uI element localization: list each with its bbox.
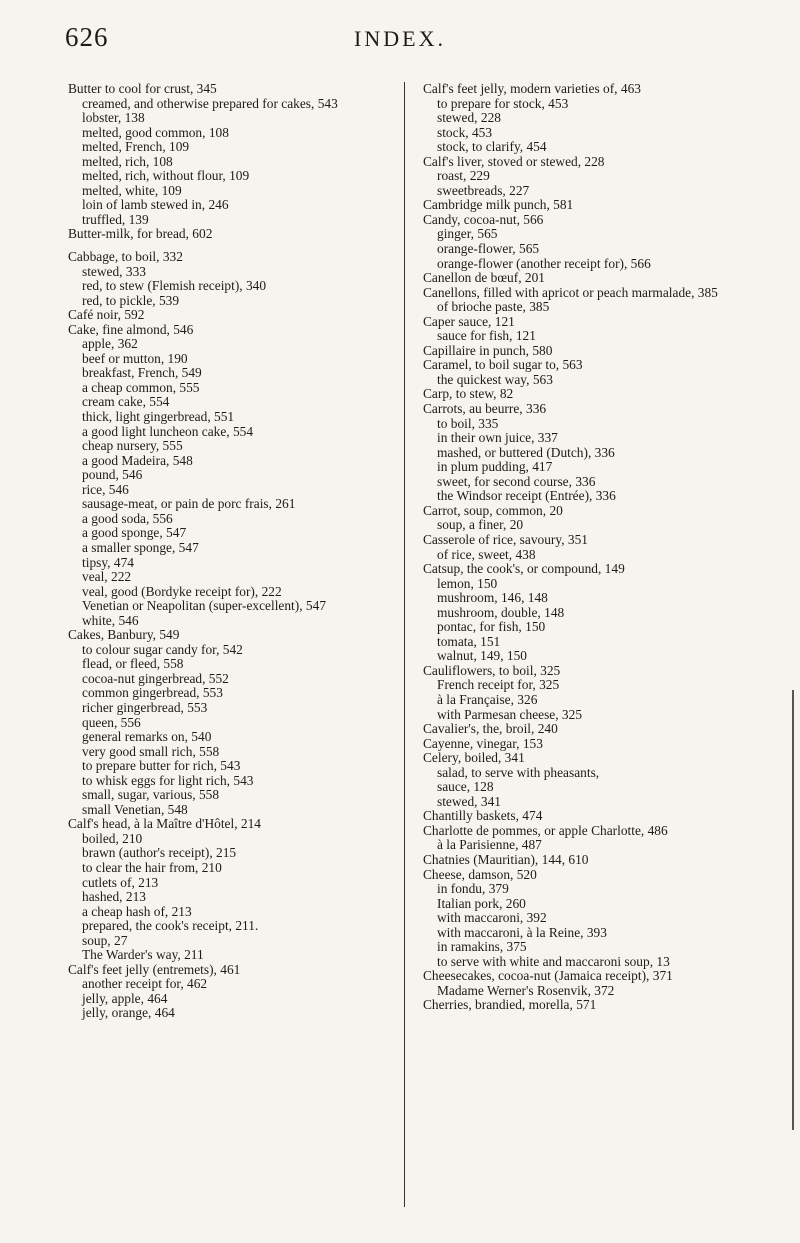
index-subentry: mushroom, 146, 148 — [437, 590, 548, 606]
index-subentry: orange-flower (another receipt for), 566 — [437, 255, 651, 271]
index-subentry: stewed, 333 — [82, 263, 146, 279]
index-subentry: to serve with white and maccaroni soup, 13 — [437, 953, 670, 969]
index-subentry: à la Parisienne, 487 — [437, 837, 542, 853]
index-subentry: in ramakins, 375 — [437, 939, 527, 955]
index-entry: Cauliflowers, to boil, 325 — [423, 662, 561, 678]
index-subentry: with maccaroni, 392 — [437, 910, 547, 926]
index-subentry: truffled, 139 — [82, 211, 149, 227]
index-subentry: queen, 556 — [82, 714, 141, 730]
index-subentry: another receipt for, 462 — [82, 976, 208, 992]
index-subentry: tomata, 151 — [437, 633, 501, 649]
index-entry: Carrots, au beurre, 336 — [423, 401, 547, 417]
index-subentry: pound, 546 — [82, 467, 143, 483]
index-subentry: flead, or fleed, 558 — [82, 656, 184, 672]
index-subentry: richer gingerbread, 553 — [82, 699, 208, 715]
index-subentry: a cheap hash of, 213 — [82, 903, 192, 919]
index-subentry: sweet, for second course, 336 — [437, 473, 596, 489]
index-subentry: a cheap common, 555 — [82, 379, 200, 395]
column-divider — [404, 82, 405, 1207]
index-subentry: loin of lamb stewed in, 246 — [82, 197, 229, 213]
index-subentry: orange-flower, 565 — [437, 241, 540, 257]
index-entry: Cambridge milk punch, 581 — [423, 197, 574, 213]
index-entry: Capillaire in punch, 580 — [423, 342, 553, 358]
index-entry: Cavalier's, the, broil, 240 — [423, 721, 558, 737]
index-subentry: beef or mutton, 190 — [82, 350, 188, 366]
index-subentry: lobster, 138 — [82, 110, 145, 126]
index-subentry: cocoa-nut gingerbread, 552 — [82, 670, 229, 686]
index-subentry: a good light luncheon cake, 554 — [82, 423, 254, 439]
index-entry: Cheesecakes, cocoa-nut (Jamaica receipt), 371 — [423, 968, 673, 984]
index-entry: Cake, fine almond, 546 — [68, 321, 194, 337]
index-entry: Café noir, 592 — [68, 307, 145, 323]
index-subentry: salad, to serve with pheasants, — [437, 764, 600, 780]
index-subentry: jelly, apple, 464 — [82, 990, 168, 1006]
index-subentry: in fondu, 379 — [437, 881, 509, 897]
index-subentry: of rice, sweet, 438 — [437, 546, 536, 562]
index-subentry: walnut, 149, 150 — [437, 648, 528, 664]
index-subentry: to boil, 335 — [437, 415, 499, 431]
index-subentry: melted, French, 109 — [82, 139, 190, 155]
index-subentry: the Windsor receipt (Entrée), 336 — [437, 488, 616, 504]
index-subentry: a good Madeira, 548 — [82, 452, 193, 468]
index-subentry: cream cake, 554 — [82, 394, 170, 410]
index-entry: Canellons, filled with apricot or peach marmalade, 385 — [423, 284, 718, 300]
index-entry: Calf's feet jelly (entremets), 461 — [68, 961, 241, 977]
index-entry: Calf's liver, stoved or stewed, 228 — [423, 153, 605, 169]
page-number: 626 — [65, 22, 109, 52]
index-subentry: veal, 222 — [82, 569, 132, 585]
index-subentry: stock, 453 — [437, 124, 493, 140]
index-entry: Celery, boiled, 341 — [423, 750, 525, 766]
index-subentry: hashed, 213 — [82, 889, 146, 905]
index-subentry: mushroom, double, 148 — [437, 604, 565, 620]
index-entry: Chatnies (Mauritian), 144, 610 — [423, 851, 589, 867]
index-subentry: a good soda, 556 — [82, 510, 173, 526]
index-column-right — [423, 82, 741, 1013]
index-subentry: Venetian or Neapolitan (super-excellent), 547 — [82, 598, 327, 614]
index-entry: Casserole of rice, savoury, 351 — [423, 531, 588, 547]
index-subentry: the quickest way, 563 — [437, 371, 553, 387]
index-entry: Cakes, Banbury, 549 — [68, 627, 180, 643]
index-entry: Carrot, soup, common, 20 — [423, 502, 563, 518]
index-subentry: red, to pickle, 539 — [82, 292, 180, 308]
index-entry: Caramel, to boil sugar to, 563 — [423, 357, 583, 373]
index-subentry: in plum pudding, 417 — [437, 459, 553, 475]
index-subentry: veal, good (Bordyke receipt for), 222 — [82, 583, 282, 599]
index-subentry: common gingerbread, 553 — [82, 685, 223, 701]
index-entry: Calf's head, à la Maître d'Hôtel, 214 — [68, 816, 261, 832]
index-entry: Butter-milk, for bread, 602 — [68, 226, 213, 242]
index-entry: Chantilly baskets, 474 — [423, 808, 543, 824]
index-subentry: creamed, and otherwise prepared for cakes, 543 — [82, 95, 338, 111]
index-subentry: a good sponge, 547 — [82, 525, 187, 541]
index-subentry: rice, 546 — [82, 481, 129, 497]
index-subentry: brawn (author's receipt), 215 — [82, 845, 237, 861]
index-subentry: red, to stew (Flemish receipt), 340 — [82, 278, 267, 294]
index-subentry: very good small rich, 558 — [82, 743, 220, 759]
index-subentry: with Parmesan cheese, 325 — [437, 706, 583, 722]
index-entry: Cabbage, to boil, 332 — [68, 249, 183, 265]
index-entry: Calf's feet jelly, modern varieties of, 463 — [423, 81, 641, 96]
index-subentry: melted, good common, 108 — [82, 124, 229, 140]
page-edge-line — [792, 690, 794, 1130]
index-subentry: sweetbreads, 227 — [437, 182, 530, 198]
index-subentry: cheap nursery, 555 — [82, 438, 183, 454]
index-subentry: ginger, 565 — [437, 226, 498, 242]
index-entry: Butter to cool for crust, 345 — [68, 81, 217, 96]
index-subentry: to clear the hair from, 210 — [82, 859, 222, 875]
index-entry: Candy, cocoa-nut, 566 — [423, 211, 544, 227]
index-column-left — [68, 82, 395, 1021]
index-entry: Charlotte de pommes, or apple Charlotte, 486 — [423, 822, 668, 838]
index-subentry: stock, to clarify, 454 — [437, 139, 547, 155]
index-entry: Canellon de bœuf, 201 — [423, 270, 545, 286]
index-subentry: to whisk eggs for light rich, 543 — [82, 772, 254, 788]
index-subentry: melted, rich, without flour, 109 — [82, 168, 250, 184]
index-subentry: a smaller sponge, 547 — [82, 539, 199, 555]
index-subentry: Madame Werner's Rosenvik, 372 — [437, 982, 615, 998]
index-subentry: to colour sugar candy for, 542 — [82, 641, 243, 657]
index-subentry: The Warder's way, 211 — [82, 947, 204, 963]
index-subentry: cutlets of, 213 — [82, 874, 159, 890]
index-subentry: Italian pork, 260 — [437, 895, 526, 911]
page-title: INDEX. — [354, 26, 446, 51]
index-subentry: à la Française, 326 — [437, 691, 538, 707]
index-entry: Carp, to stew, 82 — [423, 386, 514, 402]
index-subentry: to prepare for stock, 453 — [437, 95, 569, 111]
index-entry: Cherries, brandied, morella, 571 — [423, 997, 597, 1013]
index-subentry: prepared, the cook's receipt, 211. — [82, 918, 259, 934]
index-subentry: white, 546 — [82, 612, 139, 628]
index-subentry: mashed, or buttered (Dutch), 336 — [437, 444, 615, 460]
index-subentry: sausage-meat, or pain de porc frais, 261 — [82, 496, 296, 512]
index-subentry: melted, white, 109 — [82, 182, 182, 198]
index-subentry: lemon, 150 — [437, 575, 498, 591]
index-subentry: apple, 362 — [82, 336, 138, 352]
index-subentry: soup, a finer, 20 — [437, 517, 524, 533]
index-subentry: breakfast, French, 549 — [82, 365, 202, 381]
index-subentry: general remarks on, 540 — [82, 729, 212, 745]
index-subentry: with maccaroni, à la Reine, 393 — [437, 924, 607, 940]
index-subentry: in their own juice, 337 — [437, 430, 558, 446]
index-entry: Cayenne, vinegar, 153 — [423, 735, 543, 751]
index-subentry: sauce, 128 — [437, 779, 494, 795]
index-subentry: melted, rich, 108 — [82, 153, 173, 169]
index-subentry: thick, light gingerbread, 551 — [82, 409, 235, 425]
index-entry: Cheese, damson, 520 — [423, 866, 537, 882]
index-subentry: French receipt for, 325 — [437, 677, 560, 693]
index-subentry: stewed, 228 — [437, 110, 501, 126]
index-subentry: tipsy, 474 — [82, 554, 134, 570]
index-subentry: of brioche paste, 385 — [437, 299, 550, 315]
index-subentry: roast, 229 — [437, 168, 490, 184]
index-entry: Catsup, the cook's, or compound, 149 — [423, 561, 625, 577]
index-subentry: sauce for fish, 121 — [437, 328, 536, 344]
index-subentry: to prepare butter for rich, 543 — [82, 758, 241, 774]
index-subentry: jelly, orange, 464 — [82, 1005, 175, 1021]
index-subentry: boiled, 210 — [82, 830, 143, 846]
index-entry: Caper sauce, 121 — [423, 313, 515, 329]
index-subentry: stewed, 341 — [437, 793, 501, 809]
index-subentry: pontac, for fish, 150 — [437, 619, 546, 635]
index-subentry: soup, 27 — [82, 932, 128, 948]
index-subentry: small, sugar, various, 558 — [82, 787, 220, 803]
page-header — [0, 18, 800, 58]
index-subentry: small Venetian, 548 — [82, 801, 188, 817]
